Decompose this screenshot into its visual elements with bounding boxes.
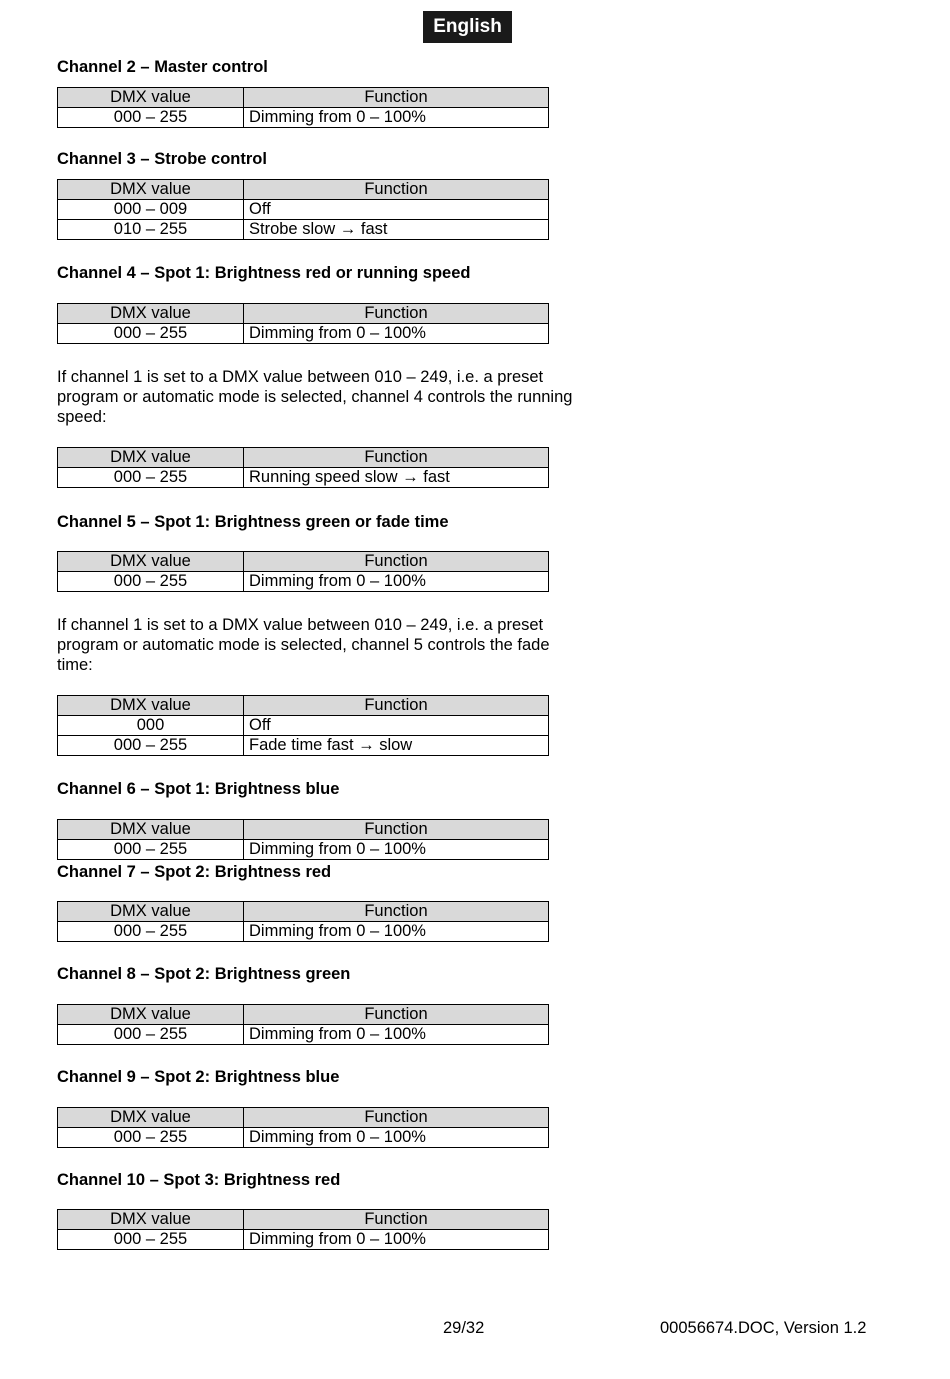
function-header: Function [244, 448, 549, 468]
function-cell: Dimming from 0 – 100% [244, 1128, 549, 1148]
dmx-value-cell: 000 – 255 [58, 1025, 244, 1045]
table-header-row [58, 180, 549, 200]
table-row [58, 108, 549, 128]
channel-5-fade-time-table [57, 695, 549, 756]
function-cell: Strobe slow → fast [244, 220, 549, 240]
channel-10-heading: Channel 10 – Spot 3: Brightness red [57, 1171, 341, 1189]
function-header: Function [244, 304, 549, 324]
dmx-value-cell: 000 – 255 [58, 468, 244, 488]
channel-2-heading: Channel 2 – Master control [57, 58, 268, 76]
table-row [58, 1230, 549, 1250]
channel-3-heading: Channel 3 – Strobe control [57, 150, 267, 168]
dmx-value-header: DMX value [58, 1108, 244, 1128]
channel-5-note: If channel 1 is set to a DMX value between 010 – 249, i.e. a preset program or automatic mode is selected, channel 5 controls the fade time: [57, 616, 550, 674]
channel-4-note: If channel 1 is set to a DMX value between 010 – 249, i.e. a preset program or automatic mode is selected, channel 4 controls the running speed: [57, 368, 573, 426]
dmx-value-header: DMX value [58, 902, 244, 922]
function-cell: Off [244, 200, 549, 220]
table-row [58, 1128, 549, 1148]
table-header-row [58, 88, 549, 108]
table-header-row [58, 820, 549, 840]
channel-4-heading: Channel 4 – Spot 1: Brightness red or running speed [57, 264, 471, 282]
dmx-value-cell: 000 – 255 [58, 1128, 244, 1148]
dmx-value-cell: 000 – 255 [58, 736, 244, 756]
function-header: Function [244, 902, 549, 922]
table-row [58, 220, 549, 240]
function-header: Function [244, 1108, 549, 1128]
function-cell: Running speed slow → fast [244, 468, 549, 488]
channel-5-table [57, 551, 549, 592]
function-cell: Fade time fast → slow [244, 736, 549, 756]
table-header-row [58, 1108, 549, 1128]
dmx-value-header: DMX value [58, 820, 244, 840]
channel-2-table [57, 87, 549, 128]
function-header: Function [244, 1005, 549, 1025]
language-badge: English [423, 11, 512, 43]
table-row [58, 922, 549, 942]
table-header-row [58, 448, 549, 468]
table-header-row [58, 552, 549, 572]
table-header-row [58, 304, 549, 324]
channel-10-table [57, 1209, 549, 1250]
table-row [58, 572, 549, 592]
dmx-value-header: DMX value [58, 552, 244, 572]
dmx-value-cell: 010 – 255 [58, 220, 244, 240]
function-header: Function [244, 552, 549, 572]
table-row [58, 840, 549, 860]
dmx-value-header: DMX value [58, 696, 244, 716]
channel-4-table [57, 303, 549, 344]
channel-6-heading: Channel 6 – Spot 1: Brightness blue [57, 780, 340, 798]
function-cell: Dimming from 0 – 100% [244, 1230, 549, 1250]
table-row [58, 1025, 549, 1045]
table-row [58, 200, 549, 220]
dmx-value-cell: 000 – 255 [58, 108, 244, 128]
page-number: 29/32 [443, 1319, 485, 1337]
channel-6-table [57, 819, 549, 860]
table-header-row [58, 1210, 549, 1230]
table-header-row [58, 902, 549, 922]
function-cell: Off [244, 716, 549, 736]
function-header: Function [244, 88, 549, 108]
dmx-value-cell: 000 – 009 [58, 200, 244, 220]
table-row [58, 468, 549, 488]
channel-3-table [57, 179, 549, 240]
dmx-value-header: DMX value [58, 180, 244, 200]
document-version: 00056674.DOC, Version 1.2 [660, 1319, 867, 1337]
dmx-value-cell: 000 – 255 [58, 840, 244, 860]
table-header-row [58, 1005, 549, 1025]
dmx-value-header: DMX value [58, 1210, 244, 1230]
function-cell: Dimming from 0 – 100% [244, 324, 549, 344]
function-header: Function [244, 180, 549, 200]
channel-7-table [57, 901, 549, 942]
function-header: Function [244, 820, 549, 840]
table-row [58, 324, 549, 344]
function-cell: Dimming from 0 – 100% [244, 108, 549, 128]
table-row [58, 716, 549, 736]
dmx-value-header: DMX value [58, 448, 244, 468]
dmx-value-cell: 000 [58, 716, 244, 736]
dmx-value-header: DMX value [58, 304, 244, 324]
function-header: Function [244, 1210, 549, 1230]
channel-5-heading: Channel 5 – Spot 1: Brightness green or fade time [57, 513, 449, 531]
channel-8-table [57, 1004, 549, 1045]
dmx-value-header: DMX value [58, 1005, 244, 1025]
dmx-value-cell: 000 – 255 [58, 324, 244, 344]
function-header: Function [244, 696, 549, 716]
channel-9-heading: Channel 9 – Spot 2: Brightness blue [57, 1068, 340, 1086]
dmx-value-cell: 000 – 255 [58, 572, 244, 592]
channel-9-table [57, 1107, 549, 1148]
dmx-value-cell: 000 – 255 [58, 1230, 244, 1250]
table-header-row [58, 696, 549, 716]
channel-4-running-speed-table [57, 447, 549, 488]
function-cell: Dimming from 0 – 100% [244, 840, 549, 860]
dmx-value-header: DMX value [58, 88, 244, 108]
function-cell: Dimming from 0 – 100% [244, 922, 549, 942]
table-row [58, 736, 549, 756]
channel-7-heading: Channel 7 – Spot 2: Brightness red [57, 863, 332, 881]
function-cell: Dimming from 0 – 100% [244, 572, 549, 592]
dmx-value-cell: 000 – 255 [58, 922, 244, 942]
channel-8-heading: Channel 8 – Spot 2: Brightness green [57, 965, 351, 983]
function-cell: Dimming from 0 – 100% [244, 1025, 549, 1045]
